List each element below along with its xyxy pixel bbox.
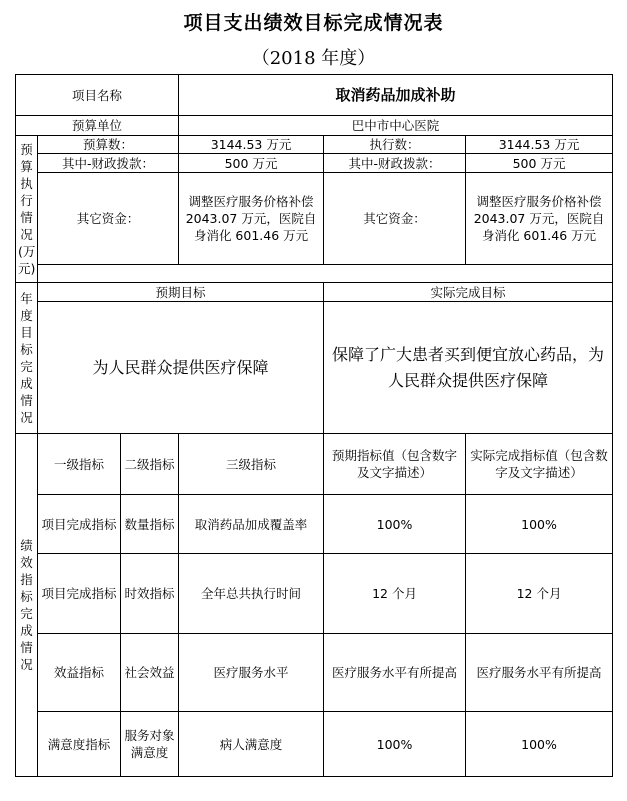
other-funds-label-exec: 其它资金： xyxy=(324,173,466,265)
budget-amount-value: 3144.53 万元 xyxy=(179,136,324,154)
spacer-row xyxy=(16,265,613,283)
level2-header: 二级指标 xyxy=(121,434,179,495)
level3-header: 三级指标 xyxy=(179,434,324,495)
level1-cell: 项目完成指标 xyxy=(38,495,121,554)
expected-goal-text: 为人民群众提供医疗保障 xyxy=(38,302,324,434)
other-funds-label: 其它资金： xyxy=(38,173,179,265)
fiscal-label: 其中-财政拨款： xyxy=(38,154,179,173)
level2-cell: 服务对象满意度 xyxy=(121,712,179,777)
level2-cell: 时效指标 xyxy=(121,554,179,634)
project-name-row xyxy=(16,75,613,116)
other-funds-value-exec: 调整医疗服务价格补偿 2043.07 万元，医院自身消化 601.46 万元 xyxy=(466,173,613,265)
budget-unit-label: 预算单位 xyxy=(16,116,179,136)
project-name-value: 取消药品加成补助 xyxy=(179,75,613,116)
level3-cell: 病人满意度 xyxy=(179,712,324,777)
budget-unit-value: 巴中市中心医院 xyxy=(179,116,613,136)
execution-amount-value: 3144.53 万元 xyxy=(466,136,613,154)
expected-value-header: 预期指标值（包含数字及文字描述） xyxy=(324,434,466,495)
goal-header-row xyxy=(16,283,613,302)
fiscal-value-exec: 500 万元 xyxy=(466,154,613,173)
expected-value-cell: 100% xyxy=(324,712,466,777)
fiscal-value: 500 万元 xyxy=(179,154,324,173)
fiscal-label-exec: 其中-财政拨款： xyxy=(324,154,466,173)
level3-cell: 医疗服务水平 xyxy=(179,634,324,712)
budget-unit-row xyxy=(16,116,613,136)
actual-value-cell: 医疗服务水平有所提高 xyxy=(466,634,613,712)
fiscal-row xyxy=(16,154,613,173)
table-row xyxy=(16,712,613,777)
level1-header: 一级指标 xyxy=(38,434,121,495)
expected-value-cell: 12 个月 xyxy=(324,554,466,634)
execution-amount-label: 执行数： xyxy=(324,136,466,154)
budget-section-label: 预 算 执 行 情 况 (万 元) xyxy=(16,136,38,283)
indicator-section-label: 绩 效 指 标 完 成 情 况 xyxy=(16,434,38,777)
level1-cell: 效益指标 xyxy=(38,634,121,712)
table-row xyxy=(16,495,613,554)
budget-amount-row xyxy=(16,136,613,154)
table-row xyxy=(16,634,613,712)
expected-value-cell: 100% xyxy=(324,495,466,554)
other-funds-row xyxy=(16,173,613,265)
table-row xyxy=(16,554,613,634)
report-year: （2018 年度） xyxy=(251,48,376,69)
level3-cell: 取消药品加成覆盖率 xyxy=(179,495,324,554)
indicator-header-row xyxy=(16,434,613,495)
blank-cell xyxy=(38,265,613,283)
actual-goal-header: 实际完成目标 xyxy=(324,283,613,302)
level1-cell: 项目完成指标 xyxy=(38,554,121,634)
level2-cell: 数量指标 xyxy=(121,495,179,554)
actual-value-cell: 100% xyxy=(466,495,613,554)
expected-goal-header: 预期目标 xyxy=(38,283,324,302)
level2-cell: 社会效益 xyxy=(121,634,179,712)
expected-value-cell: 医疗服务水平有所提高 xyxy=(324,634,466,712)
level3-cell: 全年总共执行时间 xyxy=(179,554,324,634)
annual-goal-section-label: 年 度 目 标 完 成 情 况 xyxy=(16,283,38,434)
project-name-label: 项目名称 xyxy=(16,75,179,116)
actual-value-cell: 12 个月 xyxy=(466,554,613,634)
performance-table xyxy=(15,74,613,777)
other-funds-value: 调整医疗服务价格补偿 2043.07 万元，医院自身消化 601.46 万元 xyxy=(179,173,324,265)
level1-cell: 满意度指标 xyxy=(38,712,121,777)
actual-goal-text: 保障了广大患者买到便宜放心药品，为人民群众提供医疗保障 xyxy=(324,302,613,434)
actual-value-cell: 100% xyxy=(466,712,613,777)
budget-amount-label: 预算数： xyxy=(38,136,179,154)
page-title: 项目支出绩效目标完成情况表 xyxy=(183,12,444,34)
actual-value-header: 实际完成指标值（包含数字及文字描述） xyxy=(466,434,613,495)
goal-content-row xyxy=(16,302,613,434)
